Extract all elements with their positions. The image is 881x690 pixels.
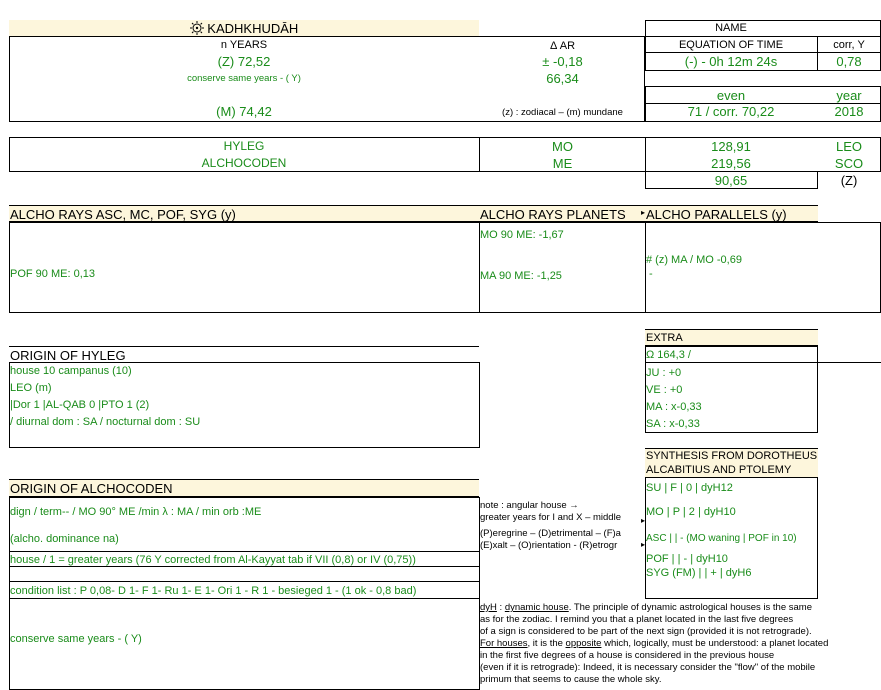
- sun-icon: [190, 21, 204, 38]
- m-years-value: (M) 74,42: [216, 104, 272, 119]
- dyh-term: dyH: [480, 602, 497, 613]
- dyh-line-4: For houses, it is the opposite which, logically, must be understood: a planet located: [480, 638, 829, 649]
- rays-planet-entry-1: MO 90 ME: -1,67: [480, 229, 564, 241]
- extra-title: EXTRA: [646, 332, 683, 344]
- dyh-line-6: (even if it is retrograde): Indeed, it is necessary consider the "flow" of the mobile: [480, 662, 816, 673]
- rays-parallel-entry-2: -: [649, 268, 653, 280]
- extra-item-ve: VE : +0: [646, 384, 683, 396]
- name-label: NAME: [715, 22, 747, 34]
- alchocoden-condition: condition list : P 0,08- D 1- F 1- Ru 1- E 1- Ori 1 - R 1 - besieged 1 - (1 ok - 0,8 bad): [10, 585, 417, 597]
- year-label: year: [836, 88, 862, 103]
- rays-asc-title: ALCHO RAYS ASC, MC, POF, SYG (y): [10, 207, 236, 222]
- synthesis-title-1: SYNTHESIS FROM DOROTHEUS: [646, 450, 818, 462]
- angular-note: [480, 500, 646, 556]
- hyleg-label: HYLEG: [223, 139, 265, 153]
- angular-note-line-1: note : angular house →: [480, 500, 579, 511]
- angular-note-overflow-2: ▸: [641, 540, 646, 549]
- extra-z-value: (Z): [840, 173, 858, 188]
- alchocoden-sep-1: [9, 551, 480, 552]
- angular-note-line-4: (E)xalt – (O)rientation - (R)etrogr: [480, 540, 618, 551]
- origin-hyleg-line-3: |Dor 1 |AL-QAB 0 |PTO 1 (2): [10, 399, 150, 411]
- corr-label: corr, Y: [833, 39, 865, 51]
- origin-hyleg-line-1: house 10 campanus (10): [10, 365, 132, 377]
- dyh-line-5: in the first five degrees of a house is considered in the previous house: [480, 650, 775, 661]
- rays-planets-title: ALCHO RAYS PLANETS: [480, 207, 626, 222]
- synthesis-title-2: ALCABITIUS AND PTOLEMY: [646, 464, 792, 476]
- angular-note-overflow-1: ▸: [641, 516, 646, 525]
- eot-label: EQUATION OF TIME: [678, 39, 784, 51]
- dyh-line-3: of a sign is considered to be part of the next sign (provided it is not retrograde).: [480, 626, 812, 637]
- rays-parallel-entry-1: # (z) MA / MO -0,69: [646, 254, 742, 266]
- n-years-label: n YEARS: [220, 39, 268, 51]
- dyh-note: [480, 602, 880, 688]
- alchocoden-degree: 219,56: [711, 156, 751, 171]
- extra-item-sa: SA : x-0,33: [646, 418, 700, 430]
- hyleg-sign: LEO: [835, 139, 862, 154]
- extra-node: Ω 164,3 /: [646, 349, 691, 361]
- hyleg-planet: MO: [552, 139, 573, 154]
- corr-value: 0,78: [836, 54, 862, 69]
- alchocoden-planet: ME: [552, 156, 573, 171]
- eot-value: (-) - 0h 12m 24s: [684, 54, 778, 69]
- rays-parallels-title: ALCHO PARALLELS (y): [646, 207, 787, 222]
- page-title: KADHKHUDĀH: [207, 21, 299, 36]
- title-row: [9, 21, 479, 38]
- synthesis-line-1: SU | F | 0 | dyH12: [646, 482, 733, 494]
- synthesis-line-3: ASC | | - (MO waning | POF in 10): [646, 533, 797, 544]
- conserve-small-label: conserve same years - ( Y): [187, 73, 301, 84]
- zm-note: (z) : zodiacal – (m) mundane: [502, 107, 623, 118]
- dyh-line-1: dyH : dynamic house. The principle of dynamic astrological houses is the same: [480, 602, 812, 613]
- synthesis-line-5: SYG (FM) | | + | dyH6: [646, 567, 752, 579]
- extra-item-ju: JU : +0: [646, 367, 682, 379]
- delta-ar-label: Δ AR: [549, 40, 576, 52]
- alchocoden-sep-4: [9, 598, 480, 599]
- even-label: even: [716, 88, 746, 103]
- alchocoden-sign: SCO: [834, 156, 864, 171]
- extra-degree-value: 90,65: [714, 173, 748, 188]
- extra-item-ma: MA : x-0,33: [646, 401, 702, 413]
- angular-note-line-3: (P)eregrine – (D)etrimental – (F)a: [480, 528, 621, 539]
- dyh-line-7: primum that seems to cause the whole sky.: [480, 674, 662, 685]
- even-value: 71 / corr. 70,22: [687, 104, 775, 119]
- alchocoden-sep-2: [9, 566, 480, 567]
- alchocoden-conserve: conserve same years - ( Y): [10, 633, 142, 645]
- rays-body: [9, 222, 881, 313]
- hyleg-degree: 128,91: [711, 139, 751, 154]
- dyh-term-desc: dynamic house: [504, 602, 569, 613]
- synthesis-line-2: MO | P | 2 | dyH10: [646, 506, 736, 518]
- origin-hyleg-line-4: / diurnal dom : SA / nocturnal dom : SU: [10, 416, 201, 428]
- origin-hyleg-line-2: LEO (m): [10, 382, 52, 394]
- rays-divider-2: [645, 222, 646, 313]
- alchocoden-sep-3: [9, 581, 480, 582]
- origin-hyleg-title: ORIGIN OF HYLEG: [10, 348, 126, 363]
- alchocoden-dominance: (alcho. dominance na): [10, 533, 119, 545]
- conserve-value: 66,34: [546, 71, 579, 86]
- z-years-value: (Z) 72,52: [217, 54, 271, 69]
- alchocoden-label: ALCHOCODEN: [201, 156, 287, 170]
- rays-planet-entry-2: MA 90 ME: -1,25: [480, 270, 562, 282]
- dyh-line-2: as for the zodiac. I remind you that a planet located in the last five degrees: [480, 614, 794, 625]
- synthesis-line-4: POF | | - | dyH10: [646, 553, 728, 565]
- year-value: 2018: [834, 104, 864, 119]
- origin-alchocoden-title: ORIGIN OF ALCHOCODEN: [10, 481, 173, 496]
- rays-asc-entry: POF 90 ME: 0,13: [10, 268, 95, 280]
- delta-z-value: ± -0,18: [542, 54, 583, 69]
- rays-overflow-marker: ▸: [641, 208, 646, 217]
- alchocoden-dign: dign / term-- / MO 90° ME /min λ : MA / min orb :ME: [10, 506, 262, 518]
- angular-note-line-2: greater years for I and X – middle: [480, 512, 621, 523]
- alchocoden-house: house / 1 = greater years (76 Y corrected from Al-Kayyat tab if VII (0,8) or IV (0,75)): [10, 554, 416, 566]
